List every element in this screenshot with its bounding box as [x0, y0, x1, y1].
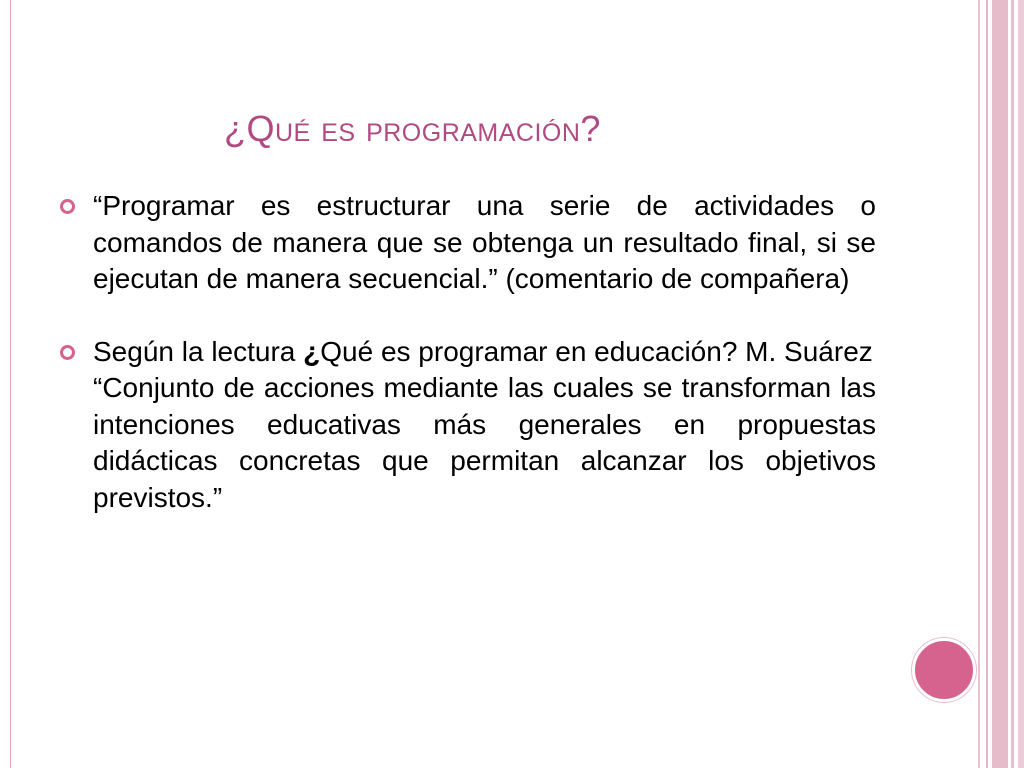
bullet-item	[60, 188, 876, 298]
decor-circle-icon	[912, 638, 976, 702]
right-decoration	[978, 0, 1024, 768]
bullet-circle-icon	[60, 345, 75, 360]
bullet-item	[60, 334, 876, 371]
quote-text: “Conjunto de acciones mediante las cuales se transforman las intenciones educativas más generales en propuestas didácticas concretas que permitan alcanzar los objetivos previstos.”	[93, 372, 876, 513]
bullet-text-emph: ¿	[303, 335, 321, 367]
slide-title: ¿Qué es programación?	[224, 108, 601, 149]
bullet-text-suffix: Qué es programar en educación? M. Suárez	[320, 335, 873, 367]
left-border-line	[10, 0, 11, 768]
bullet-text: “Programar es estructurar una serie de actividades o comandos de manera que se obtenga un resultado final, si se ejecutan de manera secuencial.” (comentario de compañera)	[93, 190, 876, 294]
slide-content	[60, 188, 876, 516]
decor-stripe	[978, 0, 980, 768]
bullet-circle-icon	[60, 199, 75, 214]
bullet-text	[93, 334, 876, 371]
decor-stripe	[1011, 0, 1014, 768]
bullet-text-prefix: Según la lectura	[93, 335, 304, 367]
decor-stripe	[1018, 0, 1024, 768]
decor-stripe	[986, 0, 988, 768]
decor-stripe	[992, 0, 1008, 768]
